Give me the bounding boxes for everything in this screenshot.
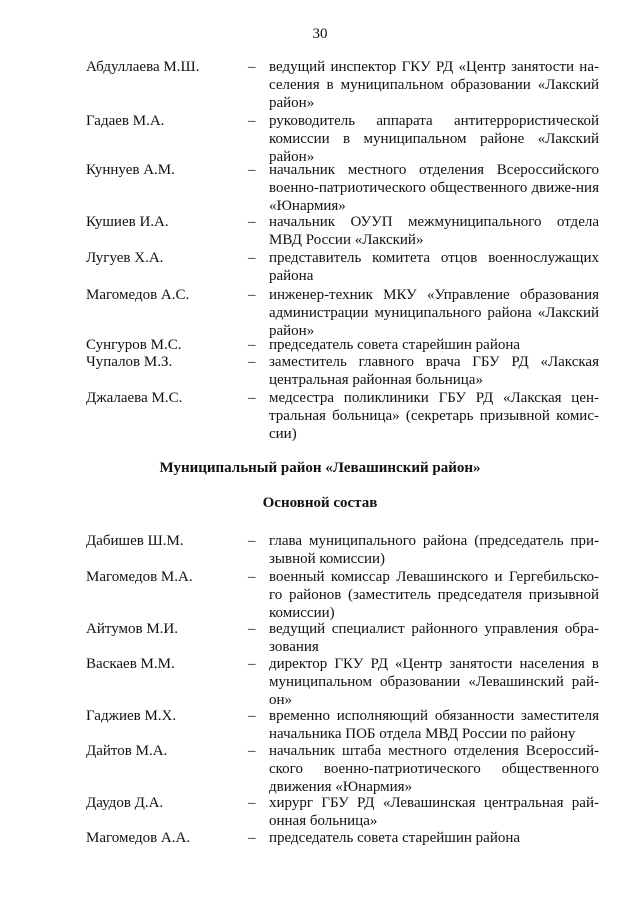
dash-separator: –	[248, 59, 256, 75]
member-role: ведущий специалист районного управления обра-зования	[269, 621, 599, 655]
member-name: Джалаева М.С.	[86, 390, 183, 406]
district-heading: Муниципальный район «Левашинский район»	[159, 460, 481, 476]
member-role: начальник местного отделения Всероссийского военно-патриотического общественного движе-ния «Юнармия»	[269, 162, 599, 214]
member-role: председатель совета старейшин района	[269, 337, 521, 353]
member-role: директор ГКУ РД «Центр занятости населения в муниципальном образовании «Левашинский рай-он»	[269, 656, 599, 708]
member-name: Дабишев Ш.М.	[86, 533, 184, 549]
member-name: Айтумов М.И.	[86, 621, 179, 637]
dash-separator: –	[248, 162, 256, 178]
member-name: Чупалов М.З.	[86, 354, 173, 370]
member-name: Гадаев М.А.	[86, 113, 165, 129]
dash-separator: –	[248, 656, 256, 672]
member-name: Сунгуров М.С.	[86, 337, 182, 353]
member-role: заместитель главного врача ГБУ РД «Лакская центральная районная больница»	[269, 354, 599, 388]
member-role: хирург ГБУ РД «Левашинская центральная рай-онная больница»	[269, 795, 599, 829]
member-role: временно исполняющий обязанности заместителя начальника ПОБ отдела МВД России по району	[269, 708, 599, 742]
member-role: председатель совета старейшин района	[269, 830, 521, 846]
member-role: представитель комитета отцов военнослужащих района	[269, 250, 599, 284]
page-number: 30	[312, 26, 328, 42]
member-name: Магомедов М.А.	[86, 569, 193, 585]
member-name: Дайтов М.А.	[86, 743, 168, 759]
dash-separator: –	[248, 708, 256, 724]
dash-separator: –	[248, 354, 256, 370]
dash-separator: –	[248, 621, 256, 637]
dash-separator: –	[248, 337, 256, 353]
member-name: Кушиев И.А.	[86, 214, 169, 230]
dash-separator: –	[248, 569, 256, 585]
member-role: военный комиссар Левашинского и Гергебильско-го районов (заместитель председателя призывной комиссии)	[269, 569, 599, 621]
dash-separator: –	[248, 743, 256, 759]
member-role: глава муниципального района (председатель при-зывной комиссии)	[269, 533, 599, 567]
member-name: Лугуев Х.А.	[86, 250, 164, 266]
member-name: Куннуев А.М.	[86, 162, 175, 178]
dash-separator: –	[248, 830, 256, 846]
dash-separator: –	[248, 390, 256, 406]
member-role: медсестра поликлиники ГБУ РД «Лакская цен-тральная больница» (секретарь призывной комис-сии)	[269, 390, 599, 442]
dash-separator: –	[248, 113, 256, 129]
member-role: ведущий инспектор ГКУ РД «Центр занятости на-селения в муниципальном образовании «Лакский район»	[269, 59, 599, 111]
member-role: начальник штаба местного отделения Всероссий-ского военно-патриотического общественного движения «Юнармия»	[269, 743, 599, 795]
member-name: Абдуллаева М.Ш.	[86, 59, 200, 75]
dash-separator: –	[248, 533, 256, 549]
dash-separator: –	[248, 214, 256, 230]
member-name: Магомедов А.А.	[86, 830, 191, 846]
dash-separator: –	[248, 250, 256, 266]
dash-separator: –	[248, 795, 256, 811]
member-name: Магомедов А.С.	[86, 287, 190, 303]
member-role: руководитель аппарата антитеррористической комиссии в муниципальном районе «Лакский район»	[269, 113, 599, 165]
member-name: Васкаев М.М.	[86, 656, 175, 672]
member-name: Гаджиев М.Х.	[86, 708, 177, 724]
member-name: Даудов Д.А.	[86, 795, 164, 811]
section-heading: Основной состав	[262, 495, 378, 511]
member-role: инженер-техник МКУ «Управление образования администрации муниципального района «Лакский район»	[269, 287, 599, 339]
member-role: начальник ОУУП межмуниципального отдела МВД России «Лакский»	[269, 214, 599, 248]
dash-separator: –	[248, 287, 256, 303]
